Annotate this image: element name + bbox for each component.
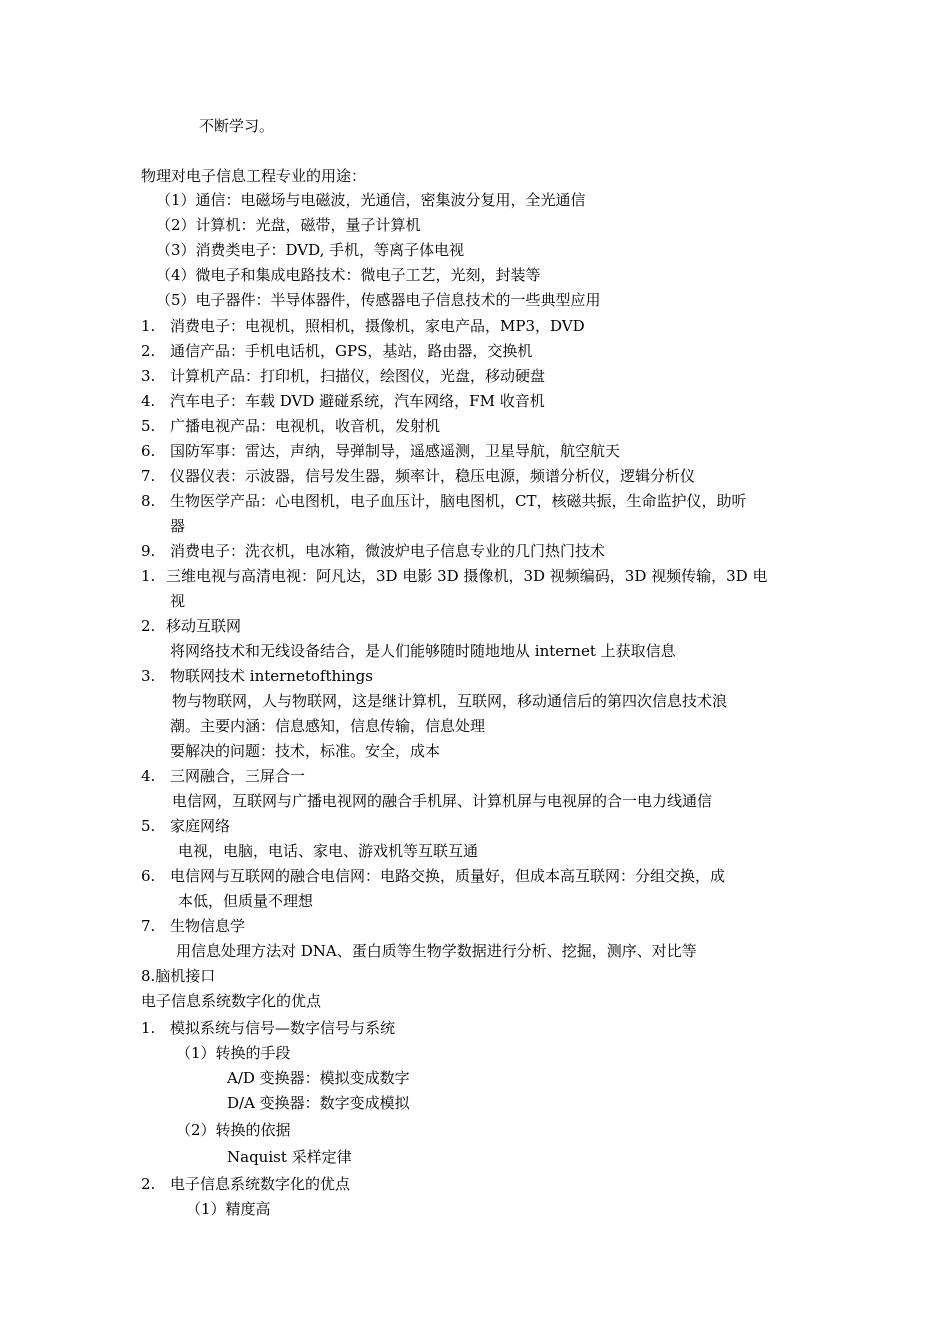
list-item: 仪器仪表：示波器，信号发生器，频率计，稳压电源，频谱分析仪，逻辑分析仪 — [170, 467, 696, 485]
paragraph: 电视，电脑，电话、家电、游戏机等互联互通 — [178, 842, 479, 860]
list-number: 2. — [141, 1175, 156, 1193]
sub-item: （1）转换的手段 — [176, 1044, 291, 1062]
list-item-continuation: 器 — [170, 517, 186, 535]
list-item: 生物信息学 — [170, 917, 246, 935]
list-item: 三维电视与高清电视：阿凡达，3D 电影 3D 摄像机，3D 视频编码，3D 视频传输，3D 电 — [166, 567, 768, 585]
list-item: 三网融合，三屏合一 — [170, 767, 306, 785]
list-item-continuation: 本低，但质量不理想 — [178, 892, 314, 910]
list-number: 2. — [141, 342, 156, 360]
list-item: （1）通信：电磁场与电磁波，光通信，密集波分复用，全光通信 — [156, 191, 586, 209]
list-item: 汽车电子：车载 DVD 避碰系统，汽车网络，FM 收音机 — [170, 392, 545, 410]
list-item: 消费电子：电视机，照相机，摄像机，家电产品，MP3，DVD — [170, 317, 585, 335]
paragraph: 要解决的问题：技术，标准。安全，成本 — [170, 742, 441, 760]
list-item: 广播电视产品：电视机，收音机，发射机 — [170, 417, 441, 435]
list-item: 通信产品：手机电话机，GPS，基站，路由器，交换机 — [170, 342, 533, 360]
list-number: 4. — [141, 392, 156, 410]
list-number: 8. — [141, 492, 156, 510]
paragraph: 用信息处理方法对 DNA、蛋白质等生物学数据进行分析、挖掘，测序、对比等 — [176, 942, 697, 960]
paragraph: 物与物联网，人与物联网，这是继计算机，互联网，移动通信后的第四次信息技术浪 — [172, 692, 728, 710]
list-number: 3. — [141, 367, 156, 385]
paragraph: 潮。主要内涵：信息感知，信息传输，信息处理 — [170, 717, 486, 735]
list-item: 电子信息系统数字化的优点 — [170, 1175, 351, 1193]
list-item: 计算机产品：打印机，扫描仪，绘图仪，光盘，移动硬盘 — [170, 367, 546, 385]
list-item-continuation: 视 — [170, 592, 186, 610]
list-item: （3）消费类电子：DVD, 手机，等离子体电视 — [156, 241, 465, 259]
list-number: 7. — [141, 917, 156, 935]
list-number: 5. — [141, 417, 156, 435]
sub-item: （2）转换的依据 — [176, 1121, 291, 1139]
list-number: 1. — [141, 1019, 156, 1037]
list-number: 1. — [141, 567, 156, 585]
sub-item: A/D 变换器：模拟变成数字 — [227, 1069, 410, 1087]
sub-item: （1）精度高 — [186, 1200, 271, 1218]
list-number: 3. — [141, 667, 156, 685]
list-number: 6. — [141, 867, 156, 885]
list-item: 模拟系统与信号—数字信号与系统 — [170, 1019, 396, 1037]
list-number: 4. — [141, 767, 156, 785]
list-item: 移动互联网 — [166, 617, 242, 635]
sub-item: D/A 变换器：数字变成模拟 — [227, 1094, 410, 1112]
list-number: 1. — [141, 317, 156, 335]
list-item: （5）电子器件：半导体器件，传感器电子信息技术的一些典型应用 — [156, 291, 601, 309]
list-item: 物联网技术 internetofthings — [170, 667, 373, 685]
list-item: 电信网与互联网的融合电信网：电路交换，质量好，但成本高互联网：分组交换，成 — [170, 867, 726, 885]
paragraph: 8.脑机接口 — [141, 967, 216, 985]
list-item: 生物医学产品：心电图机，电子血压计，脑电图机，CT，核磁共振，生命监护仪，助听 — [170, 492, 747, 510]
list-number: 5. — [141, 817, 156, 835]
list-number: 6. — [141, 442, 156, 460]
paragraph: 电信网，互联网与广播电视网的融合手机屏、计算机屏与电视屏的合一电力线通信 — [172, 792, 713, 810]
section-heading: 电子信息系统数字化的优点 — [141, 992, 322, 1010]
section-heading: 物理对电子信息工程专业的用途： — [141, 167, 367, 185]
list-number: 2. — [141, 617, 156, 635]
list-item: 消费电子：洗衣机，电冰箱，微波炉电子信息专业的几门热门技术 — [170, 542, 606, 560]
list-number: 7. — [141, 467, 156, 485]
list-number: 9. — [141, 542, 156, 560]
list-item: 家庭网络 — [170, 817, 231, 835]
list-item: （2）计算机：光盘，磁带，量子计算机 — [156, 216, 421, 234]
list-item: （4）微电子和集成电路技术：微电子工艺，光刻，封装等 — [156, 266, 541, 284]
sub-item: Naquist 采样定律 — [227, 1148, 352, 1166]
paragraph: 将网络技术和无线设备结合，是人们能够随时随地地从 internet 上获取信息 — [170, 642, 676, 660]
text-line: 不断学习。 — [199, 117, 275, 135]
list-item: 国防军事：雷达，声纳，导弹制导，遥感遥测，卫星导航，航空航天 — [170, 442, 621, 460]
